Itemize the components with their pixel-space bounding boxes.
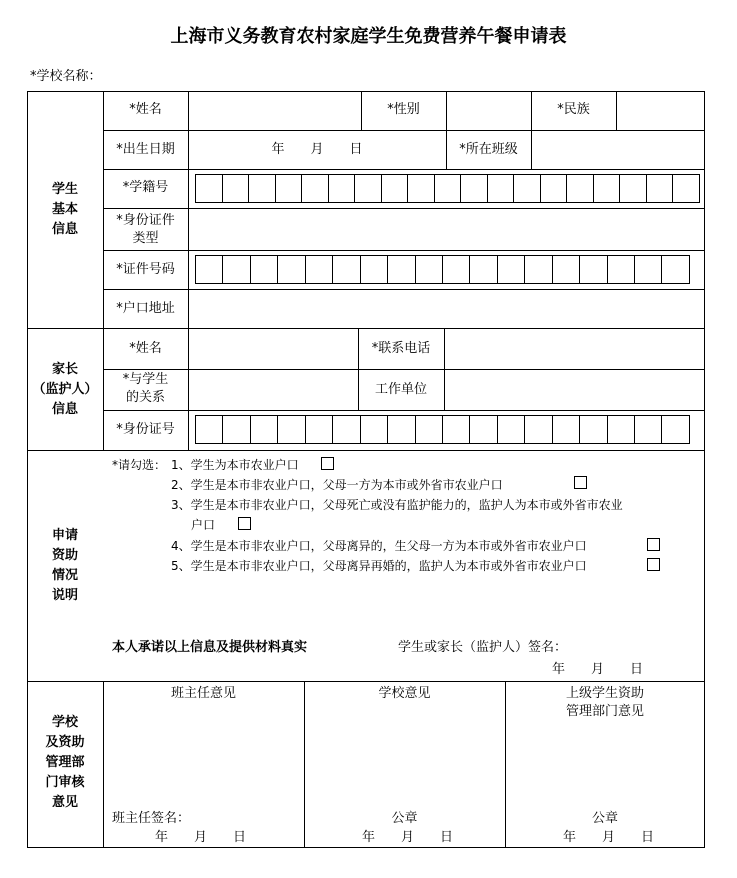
digit-box[interactable] <box>388 256 415 283</box>
birth-date-label: *出生日期 <box>116 142 175 157</box>
school-name-label: *学校名称： <box>30 69 102 84</box>
digit-box[interactable] <box>223 416 250 443</box>
digit-box[interactable] <box>647 175 674 202</box>
divider <box>446 91 447 130</box>
digit-box[interactable] <box>498 416 525 443</box>
option-4-text: 4、学生是本市非农业户口，父母离异的，生父母一方为本市或外省市农业户口 <box>171 539 587 553</box>
digit-box[interactable] <box>443 416 470 443</box>
digit-box[interactable] <box>306 416 333 443</box>
divider <box>103 250 705 251</box>
guardian-section-label: 家长 （监护人） 信息 <box>32 362 98 417</box>
divider <box>27 450 705 451</box>
divider <box>103 169 705 170</box>
digit-box[interactable] <box>196 416 223 443</box>
option-1-text: 1、学生为本市农业户口 <box>171 458 299 472</box>
digit-box[interactable] <box>514 175 541 202</box>
digit-box[interactable] <box>223 256 250 283</box>
digit-box[interactable] <box>443 256 470 283</box>
digit-box[interactable] <box>251 256 278 283</box>
digit-box[interactable] <box>498 256 525 283</box>
option-5-text: 5、学生是本市非农业户口，父母离异再婚的，监护人为本市或外省市农业户口 <box>171 559 587 573</box>
divider <box>27 328 705 329</box>
digit-box[interactable] <box>580 416 607 443</box>
digit-box[interactable] <box>461 175 488 202</box>
divider <box>616 91 617 130</box>
student-section-label: 学生 基本 信息 <box>51 182 78 237</box>
pledge-text: 本人承诺以上信息及提供材料真实 <box>112 640 308 655</box>
guardian-id-label: *身份证号 <box>116 422 175 437</box>
digit-box[interactable] <box>278 256 305 283</box>
digit-box[interactable] <box>525 256 552 283</box>
teacher-signature-label: 班主任签名： <box>112 811 191 826</box>
digit-box[interactable] <box>435 175 462 202</box>
digit-box[interactable] <box>329 175 356 202</box>
divider <box>103 681 104 848</box>
signature-label: 学生或家长（监护人）签名： <box>398 640 568 655</box>
digit-box[interactable] <box>302 175 329 202</box>
digit-box[interactable] <box>355 175 382 202</box>
student-id-boxes[interactable] <box>195 174 700 203</box>
option-2-text: 2、学生是本市非农业户口，父母一方为本市或外省市农业户口 <box>171 478 503 492</box>
digit-box[interactable] <box>620 175 647 202</box>
id-number-label: *证件号码 <box>116 262 175 277</box>
digit-box[interactable] <box>608 416 635 443</box>
school-seal-label: 公章 <box>391 811 418 826</box>
digit-box[interactable] <box>196 256 223 283</box>
application-section-label: 申请 资助 情况 说明 <box>51 528 78 603</box>
digit-box[interactable] <box>594 175 621 202</box>
digit-box[interactable] <box>196 175 223 202</box>
digit-box[interactable] <box>488 175 515 202</box>
divider <box>103 289 705 290</box>
option-5-checkbox[interactable] <box>647 558 660 571</box>
digit-box[interactable] <box>580 256 607 283</box>
digit-box[interactable] <box>278 416 305 443</box>
dept-opinion-label: 上级学生资助 管理部门意见 <box>565 686 644 719</box>
digit-box[interactable] <box>553 256 580 283</box>
digit-box[interactable] <box>223 175 250 202</box>
digit-box[interactable] <box>333 256 360 283</box>
review-section-label: 学校 及资助 管理部 门审核 意见 <box>45 715 85 810</box>
digit-box[interactable] <box>388 416 415 443</box>
digit-box[interactable] <box>525 416 552 443</box>
application-date[interactable]: 年 月 日 <box>552 662 644 677</box>
teacher-opinion-label: 班主任意见 <box>170 686 236 701</box>
digit-box[interactable] <box>470 256 497 283</box>
divider <box>103 410 705 411</box>
divider <box>444 328 445 410</box>
birth-date-field[interactable]: 年 月 日 <box>271 142 363 157</box>
digit-box[interactable] <box>251 416 278 443</box>
relation-label: *与学生 的关系 <box>122 372 169 405</box>
option-3-checkbox[interactable] <box>238 517 251 530</box>
digit-box[interactable] <box>673 175 700 202</box>
option-1-checkbox[interactable] <box>321 457 334 470</box>
digit-box[interactable] <box>416 256 443 283</box>
digit-box[interactable] <box>361 416 388 443</box>
digit-box[interactable] <box>470 416 497 443</box>
digit-box[interactable] <box>553 416 580 443</box>
divider <box>531 130 532 169</box>
workplace-label: 工作单位 <box>374 382 427 397</box>
digit-box[interactable] <box>567 175 594 202</box>
student-id-label: *学籍号 <box>122 180 169 195</box>
digit-box[interactable] <box>662 256 689 283</box>
digit-box[interactable] <box>333 416 360 443</box>
ethnicity-label: *民族 <box>557 102 590 117</box>
option-2-checkbox[interactable] <box>574 476 587 489</box>
teacher-sign-date[interactable]: 年 月 日 <box>155 830 247 845</box>
digit-box[interactable] <box>635 416 662 443</box>
digit-box[interactable] <box>276 175 303 202</box>
digit-box[interactable] <box>416 416 443 443</box>
dept-seal-label: 公章 <box>591 811 618 826</box>
divider <box>103 369 705 370</box>
dept-seal-date[interactable]: 年 月 日 <box>563 830 655 845</box>
digit-box[interactable] <box>249 175 276 202</box>
option-4-checkbox[interactable] <box>647 538 660 551</box>
phone-label: *联系电话 <box>371 341 431 356</box>
student-name-label: *姓名 <box>129 102 162 117</box>
digit-box[interactable] <box>408 175 435 202</box>
id-type-label: *身份证件 类型 <box>116 213 175 246</box>
check-prompt: *请勾选： <box>112 458 167 472</box>
digit-box[interactable] <box>382 175 409 202</box>
divider <box>103 208 705 209</box>
address-label: *户口地址 <box>116 301 175 316</box>
digit-box[interactable] <box>662 416 689 443</box>
guardian-id-boxes[interactable] <box>195 415 690 444</box>
form-title: 上海市义务教育农村家庭学生免费营养午餐申请表 <box>170 26 567 47</box>
digit-box[interactable] <box>541 175 568 202</box>
digit-box[interactable] <box>361 256 388 283</box>
digit-box[interactable] <box>306 256 333 283</box>
digit-box[interactable] <box>635 256 662 283</box>
option-3-text-cont: 户口 <box>191 518 216 532</box>
digit-box[interactable] <box>608 256 635 283</box>
school-opinion-label: 学校意见 <box>378 686 431 701</box>
option-3-text: 3、学生是本市非农业户口，父母死亡或没有监护能力的，监护人为本市或外省市农业 <box>171 498 623 512</box>
class-label: *所在班级 <box>459 142 518 157</box>
divider <box>103 130 705 131</box>
gender-label: *性别 <box>387 102 420 117</box>
school-seal-date[interactable]: 年 月 日 <box>362 830 454 845</box>
id-number-boxes[interactable] <box>195 255 690 284</box>
divider <box>27 681 705 682</box>
guardian-name-label: *姓名 <box>129 341 162 356</box>
divider <box>188 328 189 450</box>
divider <box>188 91 189 328</box>
